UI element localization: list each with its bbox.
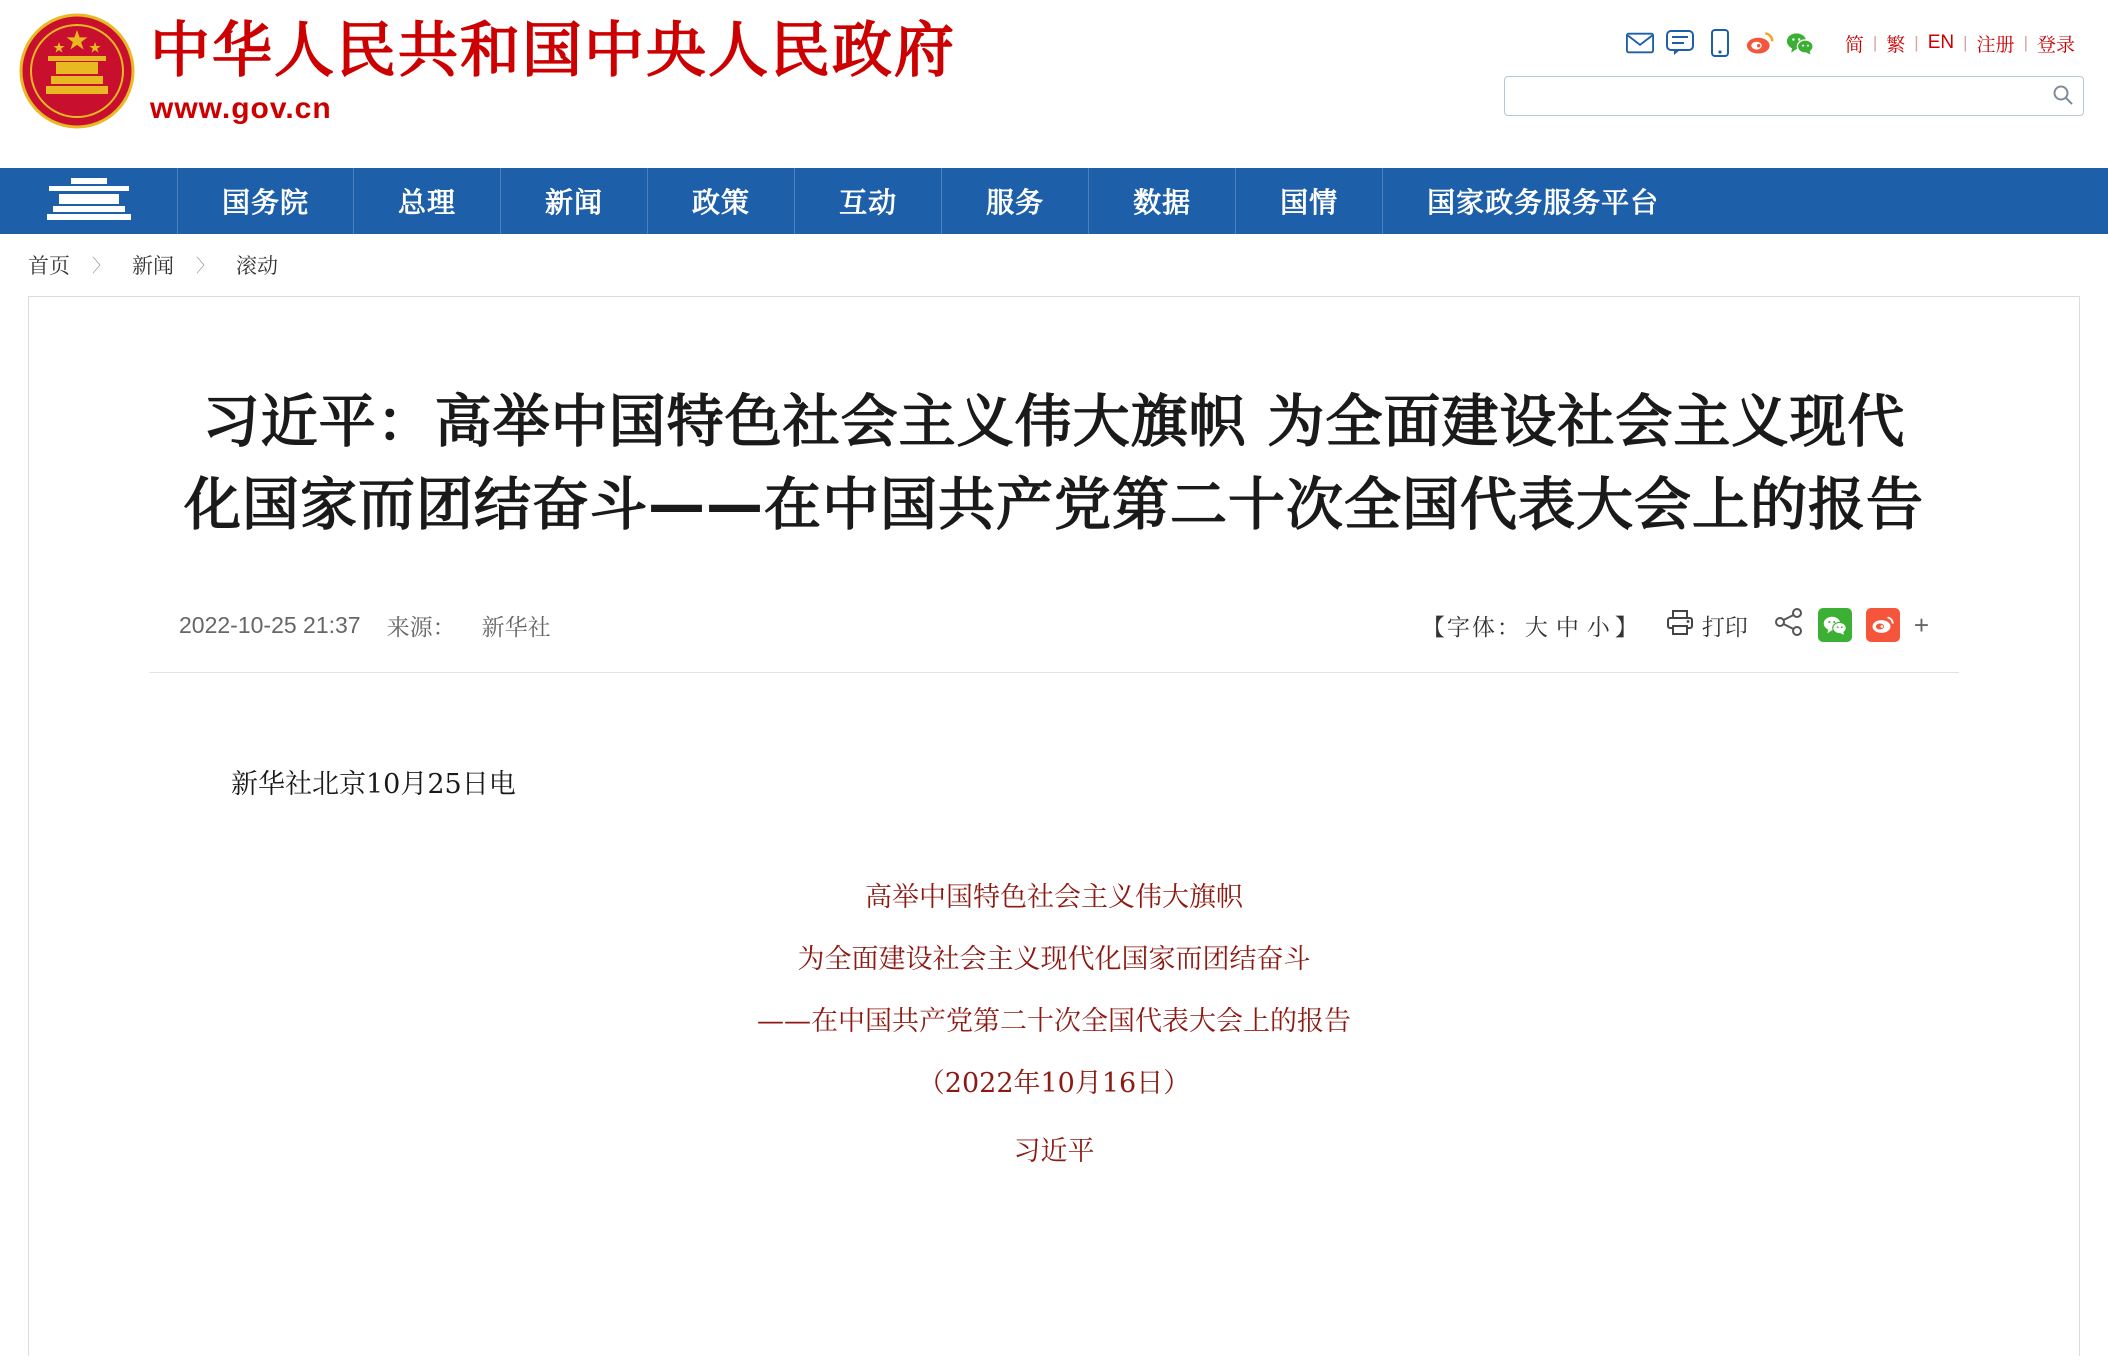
font-size-medium[interactable]: 中 bbox=[1555, 613, 1581, 640]
doc-heading-line-1: 高举中国特色社会主义伟大旗帜 bbox=[865, 881, 1243, 913]
site-url: www.gov.cn bbox=[150, 91, 332, 125]
link-separator-4: | bbox=[2023, 33, 2028, 52]
site-title: 中华人民共和国中央人民政府 bbox=[150, 15, 956, 86]
lang-english-link[interactable]: EN bbox=[1927, 32, 1955, 53]
weibo-icon[interactable] bbox=[1746, 29, 1774, 57]
search-button[interactable] bbox=[2043, 77, 2083, 115]
mail-icon[interactable] bbox=[1626, 29, 1654, 57]
header-icon-row bbox=[1626, 26, 2084, 60]
nav-item-guowuyuan[interactable]: 国务院 bbox=[178, 168, 354, 234]
source-name: 新华社 bbox=[481, 613, 551, 640]
lang-traditional-link[interactable]: 繁 bbox=[1886, 34, 1906, 56]
font-size-control bbox=[1422, 609, 1640, 642]
breadcrumb-item-home[interactable]: 首页 bbox=[28, 255, 70, 278]
share-nodes-icon[interactable] bbox=[1774, 608, 1804, 642]
doc-heading-date: （2022年10月16日） bbox=[917, 1067, 1191, 1099]
breadcrumb-arrow-1: 〉 bbox=[92, 256, 110, 276]
page-title: 习近平：高举中国特色社会主义伟大旗帜 为全面建设社会主义现代化国家而团结奋斗——在中国共产党第二十次全国代表大会上的报告 bbox=[184, 389, 1924, 538]
site-logo[interactable] bbox=[18, 12, 956, 130]
nav-item-xinwen[interactable]: 新闻 bbox=[501, 168, 648, 234]
breadcrumb-item-news[interactable]: 新闻 bbox=[132, 255, 174, 278]
breadcrumb-arrow-2: 〉 bbox=[196, 256, 214, 276]
message-icon[interactable] bbox=[1666, 29, 1694, 57]
doc-heading-line-2: 为全面建设社会主义现代化国家而团结奋斗 bbox=[797, 943, 1311, 975]
share-weibo-icon[interactable] bbox=[1866, 608, 1900, 642]
article-dateline: 新华社北京10月25日电 bbox=[231, 769, 516, 801]
share-wechat-icon[interactable] bbox=[1818, 608, 1852, 642]
share-group bbox=[1774, 608, 1929, 642]
breadcrumb bbox=[0, 234, 2108, 296]
source-label: 来源： bbox=[386, 613, 456, 640]
nav-item-zhengwu-platform[interactable]: 国家政务服务平台 bbox=[1427, 187, 1660, 218]
nav-item-zhengce[interactable]: 政策 bbox=[648, 168, 795, 234]
nav-item-guoqing[interactable]: 国情 bbox=[1236, 168, 1383, 234]
header-links bbox=[1836, 30, 2084, 57]
link-separator-1: | bbox=[1872, 33, 1878, 52]
share-more-button[interactable]: + bbox=[1913, 609, 1929, 640]
login-link[interactable]: 登录 bbox=[2036, 34, 2075, 56]
article-meta bbox=[149, 608, 1959, 673]
nav-item-fuwu[interactable]: 服务 bbox=[942, 168, 1089, 234]
nav-item-shuju[interactable]: 数据 bbox=[1089, 168, 1236, 234]
article-body bbox=[149, 759, 1959, 1183]
print-label: 打印 bbox=[1701, 613, 1748, 640]
font-size-large[interactable]: 大 bbox=[1524, 613, 1550, 640]
article-container bbox=[28, 296, 2080, 1356]
printer-icon bbox=[1666, 609, 1694, 641]
doc-heading-line-3: ——在中国共产党第二十次全国代表大会上的报告 bbox=[757, 1005, 1351, 1037]
header-utility-area bbox=[1504, 26, 2084, 116]
breadcrumb-item-rolling[interactable]: 滚动 bbox=[236, 255, 278, 278]
font-control-prefix: 【字体： bbox=[1421, 613, 1522, 640]
register-link[interactable]: 注册 bbox=[1976, 34, 2015, 56]
link-separator-2: | bbox=[1914, 33, 1919, 52]
font-size-small[interactable]: 小 bbox=[1586, 613, 1612, 640]
site-search[interactable] bbox=[1504, 76, 2084, 116]
publish-datetime: 2022-10-25 21:37 bbox=[179, 611, 361, 638]
lang-simplified-link[interactable]: 简 bbox=[1844, 34, 1864, 56]
nav-item-hudong[interactable]: 互动 bbox=[795, 168, 942, 234]
nav-item-zongli[interactable]: 总理 bbox=[354, 168, 501, 234]
document-heading bbox=[179, 867, 1929, 1183]
font-control-suffix: 】 bbox=[1614, 613, 1640, 640]
national-emblem-icon bbox=[18, 12, 136, 130]
print-button[interactable] bbox=[1666, 609, 1748, 642]
search-icon bbox=[2052, 84, 2074, 109]
link-separator-3: | bbox=[1963, 33, 1968, 52]
site-header bbox=[0, 0, 2108, 168]
gate-home-icon bbox=[41, 176, 137, 227]
doc-author: 习近平 bbox=[1013, 1135, 1095, 1167]
main-nav bbox=[0, 168, 2108, 234]
search-input[interactable] bbox=[1505, 77, 2043, 115]
nav-home-button[interactable] bbox=[0, 168, 178, 234]
mobile-icon[interactable] bbox=[1706, 29, 1734, 57]
wechat-icon[interactable] bbox=[1786, 29, 1814, 57]
